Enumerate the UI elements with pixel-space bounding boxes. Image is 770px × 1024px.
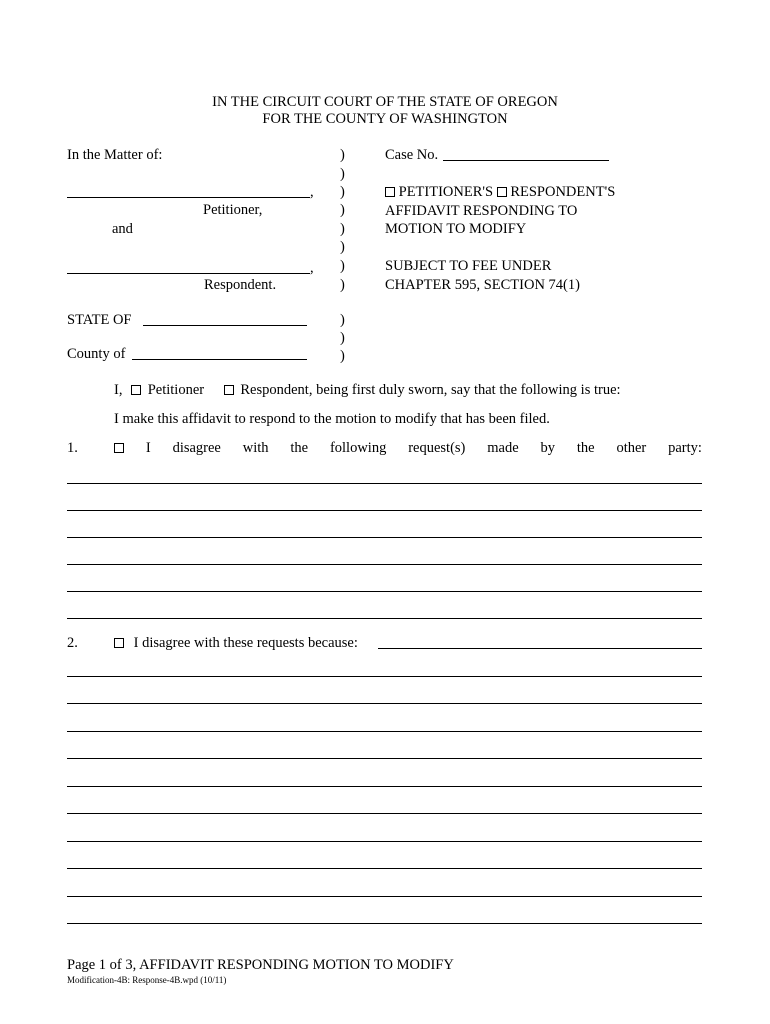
- item-1-word: with: [242, 440, 269, 456]
- item-1-word: the: [576, 440, 595, 456]
- caption-paren: ): [340, 239, 345, 255]
- item-2-statement: [114, 635, 358, 652]
- affidavit-title-2: MOTION TO MODIFY: [385, 221, 527, 237]
- respondents-checkbox[interactable]: [497, 187, 507, 197]
- item-2-answer-line[interactable]: [67, 703, 702, 704]
- item-1-word: the: [290, 440, 309, 456]
- county-title: FOR THE COUNTY OF WASHINGTON: [262, 111, 508, 127]
- item-2-label: I disagree with these requests because:: [133, 635, 358, 651]
- item-2-checkbox[interactable]: [114, 638, 124, 648]
- item-1-word: by: [540, 440, 555, 456]
- caption-paren: ): [340, 202, 345, 218]
- item-2-answer-line[interactable]: [67, 813, 702, 814]
- caption-paren: ): [340, 330, 345, 346]
- caption-paren: ): [340, 147, 345, 163]
- caption-paren: ): [340, 221, 345, 237]
- respondent-label: Respondent.: [204, 277, 277, 293]
- oath-petitioner-label: Petitioner: [147, 382, 205, 398]
- item-2-answer-line[interactable]: [67, 841, 702, 842]
- item-1-word: made: [487, 440, 519, 456]
- oath-petitioner-checkbox[interactable]: [131, 385, 141, 395]
- item-2-answer-line[interactable]: [67, 923, 702, 924]
- petitioner-comma: ,: [310, 184, 314, 200]
- item-1-word: party:: [668, 440, 702, 456]
- oath-statement: [114, 382, 621, 399]
- case-no-label: Case No.: [385, 147, 439, 163]
- petitioner-label: Petitioner,: [203, 202, 263, 218]
- item-1-word: other: [616, 440, 647, 456]
- petitioners-checkbox[interactable]: [385, 187, 395, 197]
- state-field[interactable]: [143, 325, 307, 326]
- footer-file-line: Modification-4B: Response-4B.wpd (10/11): [67, 975, 227, 985]
- fee-line-1: SUBJECT TO FEE UNDER: [385, 258, 552, 274]
- item-1-word: disagree: [172, 440, 221, 456]
- respondent-name-field[interactable]: [67, 273, 310, 274]
- petitioners-label: PETITIONER'S: [398, 184, 494, 200]
- item-2-answer-line[interactable]: [67, 676, 702, 677]
- caption-paren: ): [340, 348, 345, 364]
- caption-paren: ): [340, 166, 345, 182]
- oath-respondent-checkbox[interactable]: [224, 385, 234, 395]
- item-2-answer-line[interactable]: [67, 758, 702, 759]
- and-label: and: [112, 221, 133, 237]
- intro-statement: I make this affidavit to respond to the motion to modify that has been filed.: [114, 411, 550, 427]
- item-1-statement: [114, 440, 702, 457]
- affidavit-title-1: AFFIDAVIT RESPONDING TO: [385, 203, 578, 219]
- petitioner-name-field[interactable]: [67, 197, 310, 198]
- item-1-answer-line[interactable]: [67, 510, 702, 511]
- item-1-answer-line[interactable]: [67, 537, 702, 538]
- item-1-number: 1.: [67, 440, 78, 456]
- respondent-comma: ,: [310, 260, 314, 276]
- state-of-label: STATE OF: [67, 312, 132, 328]
- item-1-word: following: [329, 440, 387, 456]
- court-title: IN THE CIRCUIT COURT OF THE STATE OF OREGON: [212, 94, 558, 110]
- fee-line-2: CHAPTER 595, SECTION 74(1): [385, 277, 580, 293]
- item-2-answer-line[interactable]: [67, 868, 702, 869]
- footer-page-line: Page 1 of 3, AFFIDAVIT RESPONDING MOTION TO MODIFY: [67, 957, 454, 973]
- item-1-answer-line[interactable]: [67, 483, 702, 484]
- matter-label: In the Matter of:: [67, 147, 163, 163]
- item-1-word: I: [145, 440, 151, 456]
- county-of-label: County of: [67, 346, 126, 362]
- caption-paren: ): [340, 277, 345, 293]
- item-2-reason-field[interactable]: [378, 648, 702, 649]
- item-1-answer-line[interactable]: [67, 591, 702, 592]
- item-1-checkbox[interactable]: [114, 443, 124, 453]
- item-2-number: 2.: [67, 635, 78, 651]
- item-2-answer-line[interactable]: [67, 786, 702, 787]
- item-1-answer-line[interactable]: [67, 564, 702, 565]
- county-field[interactable]: [132, 359, 307, 360]
- item-1-answer-line[interactable]: [67, 618, 702, 619]
- caption-paren: ): [340, 312, 345, 328]
- respondents-label: RESPONDENT'S: [510, 184, 616, 200]
- caption-paren: ): [340, 258, 345, 274]
- oath-respondent-label: Respondent, being first duly sworn, say that the following is true:: [240, 382, 621, 398]
- oath-prefix: I,: [114, 382, 123, 398]
- item-2-answer-line[interactable]: [67, 731, 702, 732]
- item-1-word: request(s): [408, 440, 466, 456]
- item-2-answer-line[interactable]: [67, 896, 702, 897]
- case-no-field[interactable]: [443, 160, 609, 161]
- caption-paren: ): [340, 184, 345, 200]
- party-selector: [385, 184, 615, 201]
